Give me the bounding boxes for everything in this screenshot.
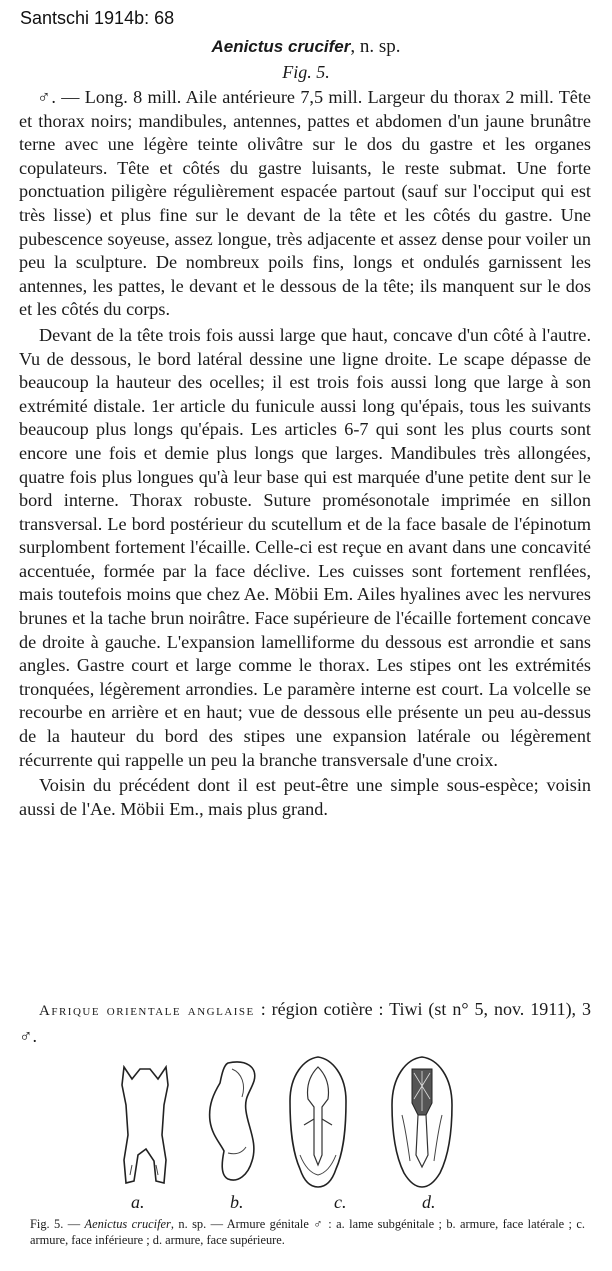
figure-label-b: b. bbox=[230, 1192, 244, 1212]
species-suffix: , n. sp. bbox=[350, 36, 401, 57]
figure-c-drawing bbox=[286, 1055, 350, 1189]
description-text bbox=[19, 86, 591, 821]
figure-reference: Fig. 5. bbox=[282, 62, 330, 82]
figure-d-drawing bbox=[388, 1055, 456, 1189]
figure-panel bbox=[0, 1055, 612, 1215]
caption-prefix: Fig. 5. — bbox=[30, 1217, 85, 1231]
figure-label-c: c. bbox=[334, 1192, 347, 1212]
species-name: Aenictus crucifer bbox=[211, 37, 351, 56]
figure-caption bbox=[30, 1216, 585, 1248]
locality-region: Afrique orientale anglaise bbox=[39, 1003, 255, 1019]
figure-a-drawing bbox=[110, 1065, 180, 1185]
description-paragraph-3: Voisin du précédent dont il est peut-être une simple sous-espèce; voisin aussi de l'Ae. Möbii Em., mais plus grand. bbox=[19, 775, 591, 819]
caption-text: , n. sp. — Armure génitale ♂ : a. lame subgénitale ; b. armure, face latérale ; c. armure, face inférieure ; d. armure, face supérieure. bbox=[30, 1217, 585, 1247]
figure-label-a: a. bbox=[131, 1192, 145, 1212]
caption-species: Aenictus crucifer bbox=[84, 1217, 171, 1231]
figure-b-drawing bbox=[198, 1057, 270, 1187]
locality-detail: : région cotière : Tiwi (st n° 5, nov. 1911), 3 ♂. bbox=[19, 999, 592, 1046]
species-title bbox=[0, 36, 612, 58]
page-reference: Santschi 1914b: 68 bbox=[20, 8, 175, 28]
locality-record bbox=[19, 997, 591, 1049]
description-paragraph-2: Devant de la tête trois fois aussi large que haut, concave d'un côté à l'autre. Vu de dessous, le bord latéral dessine une ligne droite. Le scape dépasse de beaucoup la hauteur des ocelles; il est trois fois aussi long que large à son extrémité distale. 1er article du funicule aussi long qu'épais, tous les suivants beaucoup plus longs qu'épais. Les articles 6-7 qui sont les plus courts sont encore une fois et demie plus longs que larges. Mandibules très allongées, quatre fois plus longues qu'à leur base qui est marquée d'une petite dent sur le bord interne. Thorax robuste. Suture promésonotale imprimée en sillon transversal. Le bord postérieur du scutellum et de la face basale de l'épinotum surplombent fortement l'écaille. Celle-ci est reçue en avant dans une concavité accentuée, formée par la face déclive. Les cuisses sont fortement renflées, mais toutefois moins que chez Ae. Möbii Em. Ailes hyalines avec les nervures brunes et la tache brun noirâtre. Face supérieure de l'écaille fortement concave de droite à gauche. L'expansion lamelliforme du dessous est arrondie et sans angles. Gastre court et large comme le thorax. Les stipes ont les extrémités tronquées, légèrement arrondies. Le paramère interne est court. La volcelle se recourbe en arrière et en haut; vue de dessous elle présente un peu au-dessus de la hauteur du bord des stipes une expansion latérale ou légèrement récurrente qui rappelle un peu la branche transversale d'une croix. bbox=[19, 324, 591, 770]
description-paragraph-1: ♂. — Long. 8 mill. Aile antérieure 7,5 mill. Largeur du thorax 2 mill. Tête et thorax noirs; mandibules, antennes, pattes et abdomen d'un jaune brunâtre terne avec une légère teinte olivâtre sur le dos du gastre et les organes copulateurs. Tête et côtés du gastre luisants, le reste submat. Une forte ponctuation piligère régulièrement espacée partout (sauf sur l'occiput qui est très lisse) et plus fine sur le devant de la tête et les côtés du gastre. Une pubescence soyeuse, assez longue, très adjacente et assez dense pour voiler un peu la sculpture. De nombreux poils fins, longs et ondulés garnissent les antennes, les pattes, le devant et le dessous de la tête; ils manquent sur le dos et les côtés du corps. bbox=[19, 87, 591, 320]
figure-label-d: d. bbox=[422, 1192, 436, 1212]
